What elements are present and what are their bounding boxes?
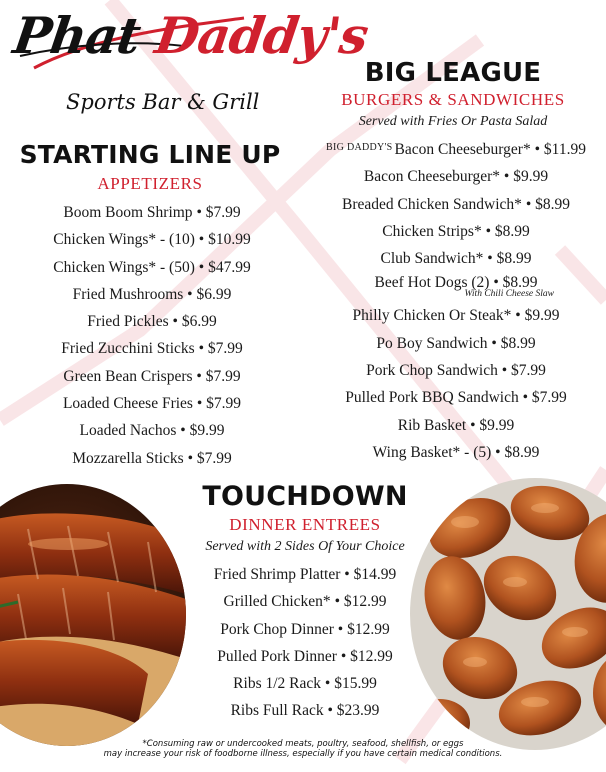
appetizers-item <box>12 254 292 281</box>
bullet-separator: • <box>330 593 344 611</box>
burgers-item <box>306 163 606 190</box>
item-name: Breaded Chicken Sandwich* <box>342 195 522 213</box>
dinner-heading: TOUCHDOWN <box>202 481 408 512</box>
item-name: Chicken Strips* <box>382 222 482 240</box>
item-name: Fried Pickles <box>87 313 169 331</box>
item-price: $9.99 <box>189 422 225 440</box>
appetizers-item <box>12 281 292 308</box>
dinner-item <box>160 697 450 724</box>
appetizers-item <box>12 417 292 444</box>
item-name: Loaded Nachos <box>79 422 177 440</box>
disclaimer-line-1: *Consuming raw or undercooked meats, poultry, seafood, shellfish, or eggs <box>142 739 464 749</box>
appetizers-heading: STARTING LINE UP <box>19 140 281 169</box>
burgers-list <box>306 136 606 466</box>
bullet-separator: • <box>192 395 207 413</box>
item-name: Bacon Cheeseburger* <box>363 168 501 186</box>
bullet-separator: • <box>321 675 335 693</box>
appetizers-item <box>12 445 292 472</box>
item-price: $7.99 <box>207 340 243 358</box>
item-name: Philly Chicken Or Steak* <box>352 307 512 325</box>
item-name: Grilled Chicken* <box>223 593 331 611</box>
item-price: $8.99 <box>500 334 536 352</box>
item-price: $8.99 <box>494 222 530 240</box>
item-price: $9.99 <box>513 168 549 186</box>
logo-name-part1: Phat <box>9 6 161 65</box>
appetizers-item <box>12 335 292 362</box>
dinner-item <box>160 588 450 615</box>
item-name: Wing Basket* - (5) <box>372 443 492 461</box>
burgers-item <box>306 136 606 163</box>
item-name: Bacon Cheeseburger* <box>394 141 531 158</box>
bullet-separator: • <box>323 702 337 720</box>
burgers-item <box>306 245 606 272</box>
item-price: $10.99 <box>208 231 251 249</box>
bullet-separator: • <box>491 443 505 461</box>
bullet-separator: • <box>336 647 351 665</box>
dinner-list <box>160 561 450 725</box>
item-price: $7.99 <box>205 204 241 221</box>
item-price: $8.99 <box>535 195 570 213</box>
item-name: Club Sandwich* <box>380 250 484 268</box>
item-name: Mozzarella Sticks <box>72 449 184 467</box>
bbq-ribs-image <box>0 484 186 746</box>
item-price: $6.99 <box>196 285 232 303</box>
appetizers-item <box>12 199 292 226</box>
bullet-separator: • <box>183 285 197 303</box>
item-price: $7.99 <box>196 449 232 467</box>
logo-tagline: Sports Bar & Grill <box>66 90 260 114</box>
item-name: Pulled Pork BBQ Sandwich <box>345 389 519 407</box>
burgers-item <box>306 357 606 384</box>
bullet-separator: • <box>194 231 209 249</box>
bullet-separator: • <box>176 422 190 440</box>
burgers-item <box>306 330 606 357</box>
bullet-separator: • <box>511 307 525 325</box>
item-name: Rib Basket <box>397 416 467 434</box>
burgers-item <box>306 302 606 329</box>
item-name: Loaded Cheese Fries <box>62 395 193 413</box>
bbq-ribs-graphic <box>0 484 186 746</box>
item-name: Fried Mushrooms <box>72 285 184 303</box>
burgers-item <box>306 191 606 218</box>
item-name: Chicken Wings* - (50) <box>53 258 195 276</box>
burgers-item <box>306 218 606 245</box>
item-note: With Chili Cheese Slaw <box>464 289 554 300</box>
item-price: $9.99 <box>524 307 560 325</box>
bullet-separator: • <box>333 620 348 638</box>
logo-name-part2: Daddy's <box>151 6 372 65</box>
bullet-separator: • <box>518 389 532 407</box>
item-name: Pork Chop Dinner <box>220 620 334 638</box>
dinner-item <box>160 616 450 643</box>
burgers-item <box>306 412 606 439</box>
item-name: Green Bean Crispers <box>63 367 193 385</box>
dinner-subheading: DINNER ENTREES <box>229 515 381 534</box>
bullet-separator: • <box>489 274 503 292</box>
item-price: $23.99 <box>336 702 380 720</box>
item-price: $14.99 <box>353 566 397 583</box>
dinner-item <box>160 561 450 588</box>
item-name: Chicken Wings* - (10) <box>53 231 195 249</box>
bullet-separator: • <box>500 168 514 186</box>
item-price: $8.99 <box>504 443 540 461</box>
bullet-separator: • <box>192 204 206 221</box>
bullet-separator: • <box>168 313 182 331</box>
burgers-item <box>306 272 606 302</box>
burgers-heading: BIG LEAGUE <box>364 58 542 88</box>
bullet-separator: • <box>483 250 497 268</box>
restaurant-logo <box>9 6 372 124</box>
bullet-separator: • <box>183 449 197 467</box>
dinner-served-note: Served with 2 Sides Of Your Choice <box>205 539 405 554</box>
item-price: $7.99 <box>511 362 546 380</box>
appetizers-list <box>12 199 292 472</box>
item-price: $12.99 <box>350 647 393 665</box>
item-price: $9.99 <box>479 416 515 434</box>
item-price: $11.99 <box>543 141 586 158</box>
item-price: $7.99 <box>531 389 567 407</box>
burgers-served-note: Served with Fries Or Pasta Salad <box>358 114 548 129</box>
item-price: $12.99 <box>343 593 387 611</box>
item-name: Beef Hot Dogs (2) <box>374 274 490 292</box>
bullet-separator: • <box>487 334 501 352</box>
burgers-item <box>306 439 606 466</box>
bullet-separator: • <box>194 258 209 276</box>
item-price: $6.99 <box>181 313 217 331</box>
item-name: Boom Boom Shrimp <box>63 204 193 221</box>
dinner-item <box>160 643 450 670</box>
bullet-separator: • <box>192 367 206 385</box>
appetizers-item <box>12 308 292 335</box>
item-price: $8.99 <box>502 274 538 292</box>
item-name: Po Boy Sandwich <box>376 334 488 352</box>
bullet-separator: • <box>497 362 512 380</box>
item-name: Ribs Full Rack <box>230 702 324 720</box>
item-price: $7.99 <box>206 395 242 413</box>
bullet-separator: • <box>340 566 354 583</box>
item-price: $7.99 <box>205 367 241 385</box>
bullet-separator: • <box>481 222 495 240</box>
item-name: Pork Chop Sandwich <box>366 362 498 380</box>
burgers-subheading: BURGERS & SANDWICHES <box>341 90 565 109</box>
dinner-item <box>160 670 450 697</box>
bullet-separator: • <box>530 141 544 158</box>
appetizers-item <box>12 226 292 253</box>
item-price: $15.99 <box>334 675 377 693</box>
item-name: Ribs 1/2 Rack <box>233 675 322 693</box>
item-name: Fried Shrimp Platter <box>213 566 341 583</box>
disclaimer-line-2: may increase your risk of foodborne illness, especially if you have certain medical conditions. <box>103 749 503 759</box>
bullet-separator: • <box>521 195 536 213</box>
appetizers-item <box>12 363 292 390</box>
item-price: $8.99 <box>496 250 532 268</box>
item-name: Fried Zucchini Sticks <box>61 340 195 358</box>
logo-wordmark <box>10 6 371 65</box>
bullet-separator: • <box>466 416 480 434</box>
item-price: $12.99 <box>347 620 390 638</box>
bullet-separator: • <box>194 340 208 358</box>
item-prefix: BIG DADDY'S <box>326 142 393 153</box>
appetizers-subheading: APPETIZERS <box>97 174 203 193</box>
appetizers-item <box>12 390 292 417</box>
item-price: $47.99 <box>208 258 251 276</box>
item-name: Pulled Pork Dinner <box>217 647 337 665</box>
burgers-item <box>306 384 606 411</box>
